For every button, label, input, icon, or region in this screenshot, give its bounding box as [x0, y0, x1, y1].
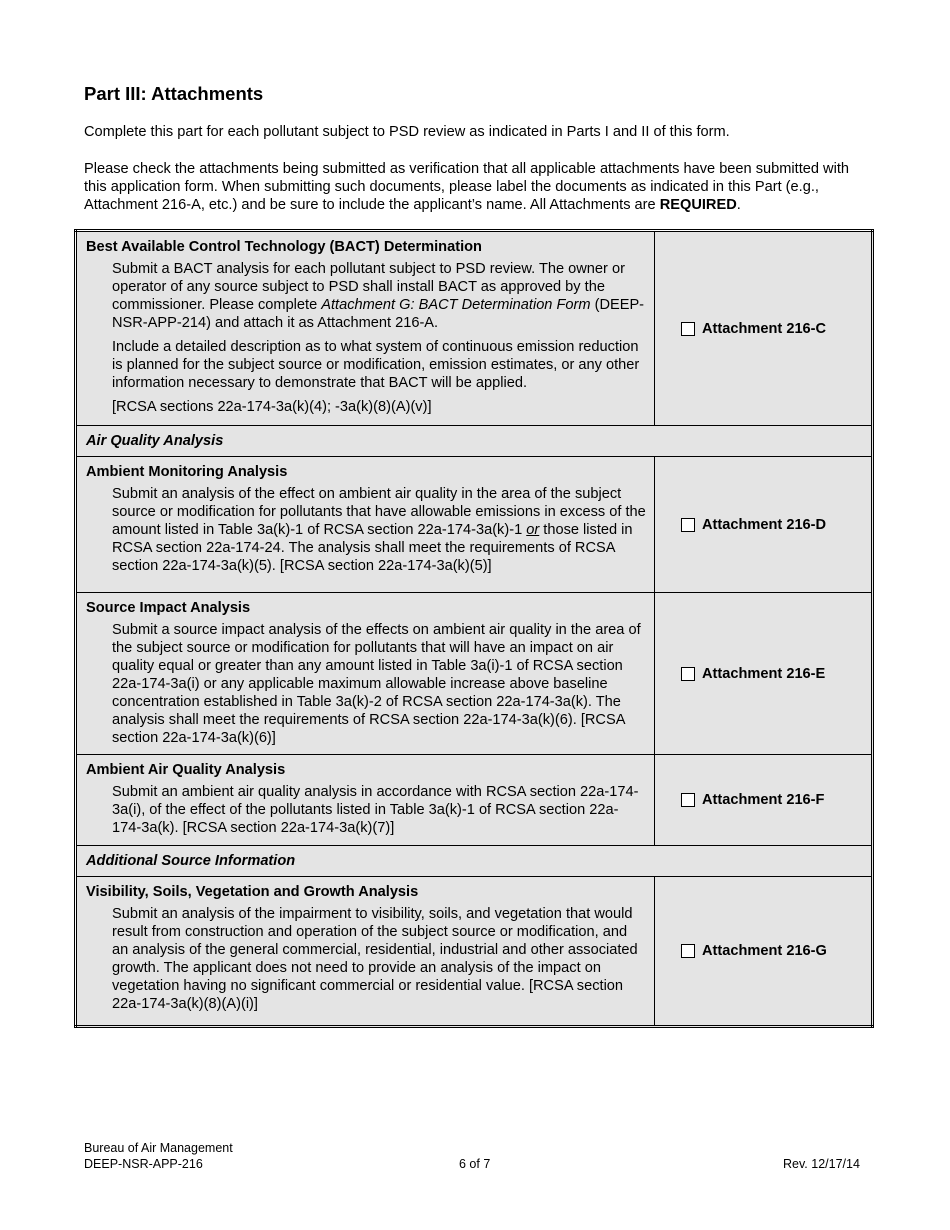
attachment-216-f-checkbox[interactable] [681, 791, 871, 809]
visibility-body: Submit an analysis of the impairment to visibility, soils, and vegetation that would result from construction and operation of the subject source or modification, and an analysis of the general commercial, residential, industrial and other associated growth. The applicant does not need to provide an analysis of the impact on vegetation having no significant commercial or residential value. [RCSA section 22a-174-3a(k)(8)(A)(i)] [112, 906, 638, 1012]
section-additional-source: Additional Source Information [76, 846, 873, 877]
attachment-216-g-checkbox[interactable] [681, 942, 871, 960]
section-air-quality: Air Quality Analysis [76, 426, 873, 457]
bact-body-1 [112, 260, 646, 332]
attachment-216-e-cell [655, 593, 873, 755]
footer-bureau: Bureau of Air Management [84, 1141, 233, 1155]
attachment-216-c-label: Attachment 216-C [702, 320, 827, 337]
instructions-pre: Please check the attachments being submitted as verification that all applicable attachments have been submitted with this application form. When submitting such documents, please label the documents as indicated in this Part (e.g., Attachment 216-A, etc.) and be sure to include the applicant’s name. All Attachments are [84, 161, 849, 213]
bact-body-2: Include a detailed description as to what system of continuous emission reduction is planned for the subject source or modification, emission estimates, or any other information necessary to demonstrate that BACT will be applied. [112, 339, 640, 391]
attachment-216-e-label: Attachment 216-E [702, 665, 826, 682]
footer-form-id: DEEP-NSR-APP-216 [84, 1157, 203, 1171]
bact-body-1b: (DEEP-NSR-APP-214) and attach it as Attachment 216-A. [112, 297, 645, 331]
footer-left [84, 1140, 233, 1172]
checkbox-icon[interactable] [681, 667, 695, 681]
source-impact-heading: Source Impact Analysis [86, 600, 251, 616]
attachment-216-d-checkbox[interactable] [681, 516, 871, 534]
bact-description [76, 231, 655, 426]
instructions-required: REQUIRED [659, 197, 737, 213]
attachment-216-d-label: Attachment 216-D [702, 516, 827, 533]
table-row [76, 755, 873, 846]
table-row [76, 231, 873, 426]
checkbox-icon[interactable] [681, 518, 695, 532]
ambient-monitoring-body [112, 485, 646, 575]
attachment-216-g-label: Attachment 216-G [702, 943, 827, 959]
visibility-heading: Visibility, Soils, Vegetation and Growth Analysis [86, 884, 419, 900]
page-title: Part III: Attachments [84, 83, 264, 104]
ambient-air-quality-description [76, 755, 655, 846]
source-impact-body: Submit a source impact analysis of the effects on ambient air quality in the area of the subject source or modification for pollutants that will have an impact on air quality equal or greater than any amount listed in Table 3a(i)-1 of RCSA section 22a-174-3a(i) or any applicable maximum allowable increase above baseline concentration established in Table 3a(k)-2 of RCSA section 22a-174-3a(k). The analysis shall meet the requirements of RCSA section 22a-174-3a(k)(6). [RCSA section 22a-174-3a(k)(6)] [112, 622, 641, 746]
bact-heading: Best Available Control Technology (BACT) Determination [86, 239, 482, 255]
instructions-text [84, 160, 874, 214]
table-row [76, 426, 873, 457]
checkbox-icon[interactable] [681, 944, 695, 958]
table-row [76, 877, 873, 1027]
table-row [76, 846, 873, 877]
footer-revision: Rev. 12/17/14 [783, 1157, 860, 1171]
attachment-216-c-cell [655, 231, 873, 426]
bact-citation: [RCSA sections 22a-174-3a(k)(4); -3a(k)(8)(A)(v)] [112, 399, 432, 415]
ambient-monitoring-body-a: Submit an analysis of the effect on ambient air quality in the area of the subject source or modification for pollutants that have allowable emissions in excess of the amount listed in Table 3a(k)-1 of RCSA section 22a-174-3a(k)-1 [112, 486, 646, 538]
checkbox-icon[interactable] [681, 793, 695, 807]
intro-text: Complete this part for each pollutant subject to PSD review as indicated in Parts I and II of this form. [84, 124, 730, 140]
attachment-216-f-cell [655, 755, 873, 846]
ambient-air-quality-body: Submit an ambient air quality analysis in accordance with RCSA section 22a-174-3a(i), of the effect of the pollutants listed in Table 3a(k)-1 of RCSA section 22a-174-3a(k). [RCSA section 22a-174-3a(k)(7)] [112, 784, 639, 836]
table-row [76, 457, 873, 593]
table-row [76, 593, 873, 755]
attachment-216-d-cell [655, 457, 873, 593]
visibility-description [76, 877, 655, 1027]
ambient-monitoring-description [76, 457, 655, 593]
attachment-216-g-cell [655, 877, 873, 1027]
attachments-table [74, 229, 874, 1028]
footer-page-number: 6 of 7 [459, 1157, 491, 1171]
bact-form-name: Attachment G: BACT Determination Form [321, 297, 591, 313]
source-impact-description [76, 593, 655, 755]
attachment-216-f-label: Attachment 216-F [702, 792, 825, 808]
attachment-216-c-checkbox[interactable] [681, 320, 871, 338]
ambient-monitoring-or: or [526, 522, 540, 538]
ambient-monitoring-heading: Ambient Monitoring Analysis [86, 464, 288, 480]
ambient-monitoring-body-b: those listed in RCSA section 22a-174-24. The analysis shall meet the requirements of RCSA section 22a-174-3a(k)(5). [RCSA section 22a-174-3a(k)(5)] [112, 522, 633, 574]
ambient-air-quality-heading: Ambient Air Quality Analysis [86, 762, 286, 778]
attachment-216-e-checkbox[interactable] [681, 665, 871, 683]
checkbox-icon[interactable] [681, 322, 695, 336]
instructions-post: . [736, 197, 741, 213]
bact-body-1a: Submit a BACT analysis for each pollutant subject to PSD review. The owner or operator of any source subject to PSD shall install BACT as approved by the commissioner. Please complete [112, 261, 625, 313]
